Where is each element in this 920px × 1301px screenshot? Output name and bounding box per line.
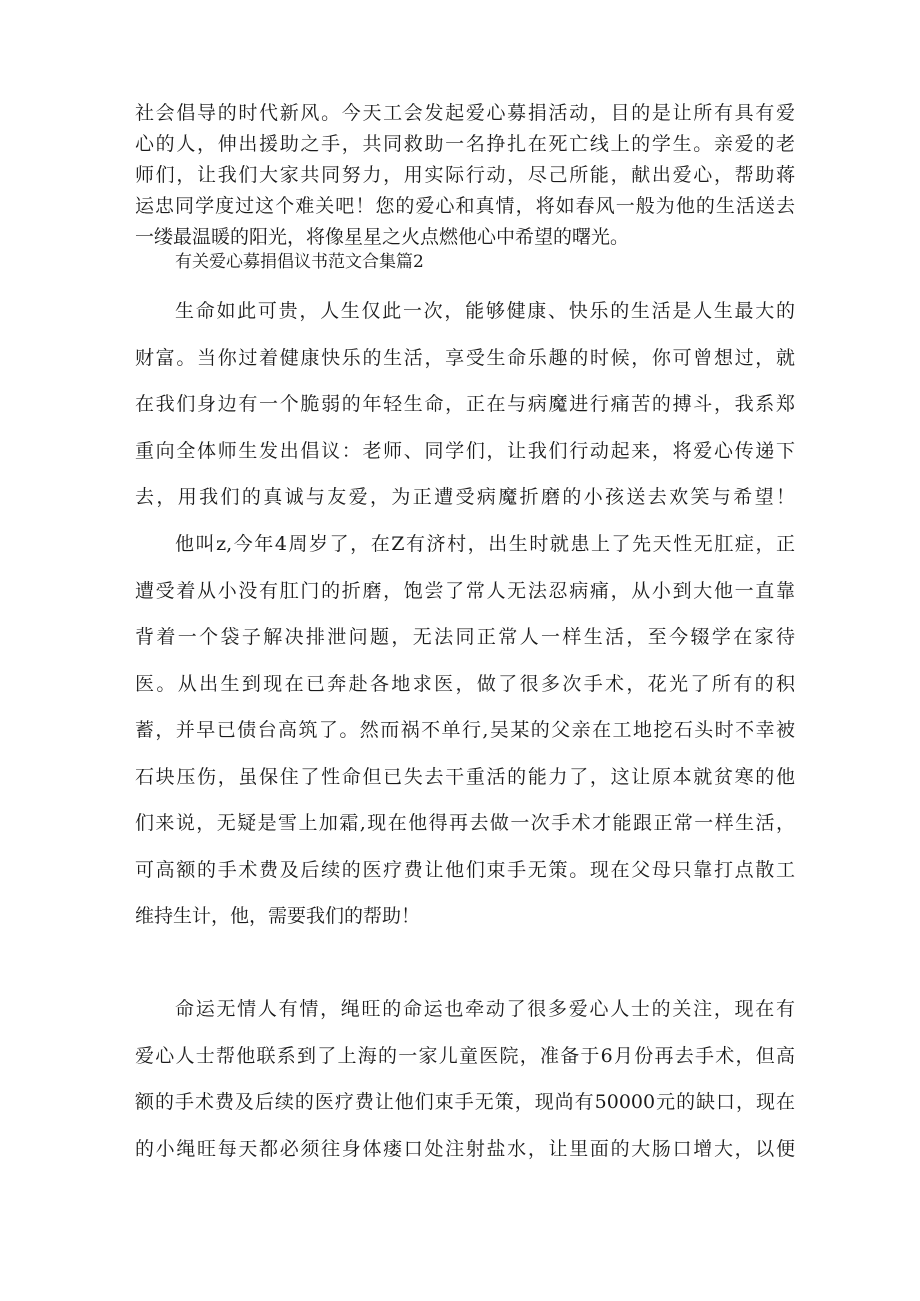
text-line: 去，用我们的真诚与友爱，为正遭受病魔折磨的小孩送去欢笑与希望！ [135, 486, 795, 508]
intro-paragraph [135, 98, 795, 253]
text-line: 可高额的手术费及后续的医疗费让他们束手无策。现在父母只靠打点散工 [135, 858, 795, 881]
text-line: 维持生计，他，需要我们的帮助！ [135, 905, 421, 927]
text-line: 师们，让我们大家共同努力，用实际行动，尽己所能，献出爱心，帮助蒋 [135, 164, 795, 186]
text-line: 的小绳旺每天都必须往身体瘘口处注射盐水，让里面的大肠口增大，以便 [135, 1137, 795, 1160]
text-line: 蓄，并早已债台高筑了。然而祸不单行,吴某的父亲在工地挖石头时不幸被 [135, 719, 795, 741]
text-line: 心的人，伸出援助之手，共同救助一名挣扎在死亡线上的学生。亲爱的老 [135, 133, 795, 155]
text-line: 们来说，无疑是雪上加霜,现在他得再去做一次手术才能跟正常一样生活， [135, 812, 795, 834]
text-line: 背着一个袋子解决排泄问题，无法同正常人一样生活，至今辍学在家待 [135, 626, 795, 648]
text-line: 他叫z,今年4周岁了，在Z有济村，出生时就患上了先天性无肛症，正 [175, 533, 795, 555]
text-line: 额的手术费及后续的医疗费让他们束手无策，现尚有50000元的缺口，现在 [135, 1091, 795, 1113]
section-heading: 有关爱心募捐倡议书范文合集篇2 [175, 252, 424, 272]
text-line: 生命如此可贵，人生仅此一次，能够健康、快乐的生活是人生最大的 [175, 300, 795, 322]
text-line: 运忠同学度过这个难关吧！您的爱心和真情，将如春风一般为他的生活送去 [135, 195, 795, 217]
paragraph-fate [135, 986, 795, 1172]
text-line: 财富。当你过着健康快乐的生活，享受生命乐趣的时候，你可曾想过，就 [135, 346, 795, 369]
paragraph-appeal [135, 288, 795, 521]
text-line: 重向全体师生发出倡议：老师、同学们，让我们行动起来，将爱心传递下 [135, 439, 795, 462]
paragraph-story [135, 521, 795, 940]
text-line: 石块压伤，虽保住了性命但已失去干重活的能力了，这让原本就贫寒的他 [135, 765, 795, 788]
text-line: 遭受着从小没有肛门的折磨，饱尝了常人无法忍病痛，从小到大他一直靠 [135, 579, 795, 602]
text-line: 在我们身边有一个脆弱的年轻生命，正在与病魔进行痛苦的搏斗，我系郑 [135, 393, 795, 415]
text-line: 爱心人士帮他联系到了上海的一家儿童医院，准备于6月份再去手术，但高 [135, 1044, 795, 1067]
text-line: 医。从出生到现在已奔赴各地求医，做了很多次手术，花光了所有的积 [135, 672, 795, 695]
text-line: 一缕最温暖的阳光，将像星星之火点燃他心中希望的曙光。 [135, 226, 630, 248]
text-line: 社会倡导的时代新风。今天工会发起爱心募捐活动，目的是让所有具有爱 [135, 102, 795, 124]
text-line: 命运无情人有情，绳旺的命运也牵动了很多爱心人士的关注，现在有 [175, 998, 795, 1020]
